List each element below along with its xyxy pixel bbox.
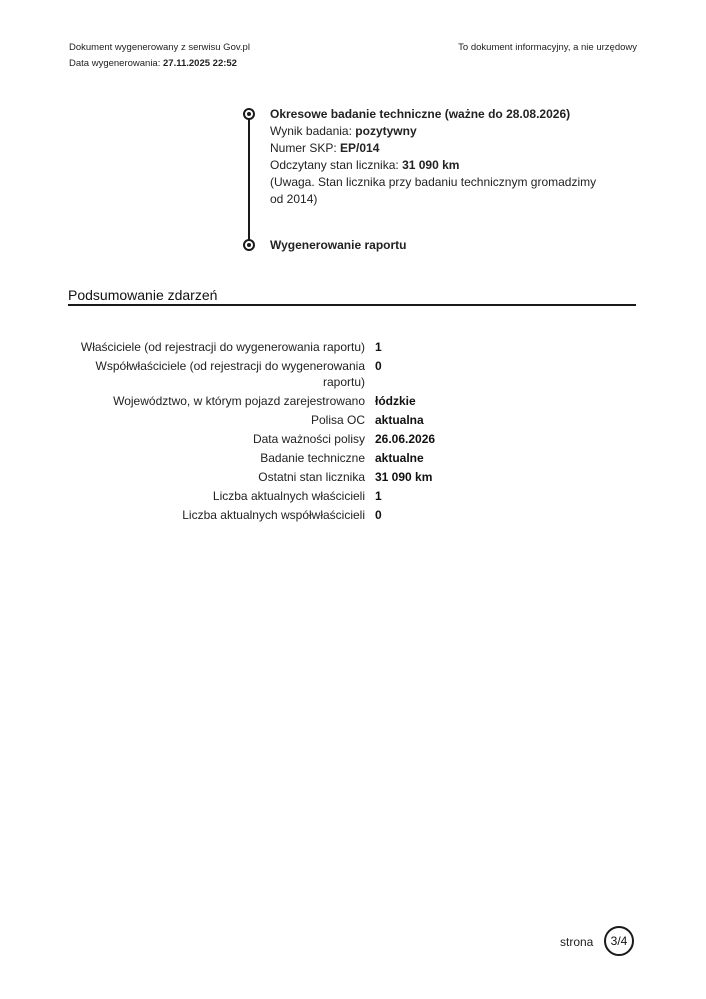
summary-label: Badanie techniczne [260, 451, 365, 465]
summary-value: aktualna [375, 413, 424, 427]
generated-date-label: Data wygenerowania: [69, 58, 161, 69]
timeline-event-technical-inspection [270, 106, 610, 208]
summary-row [68, 488, 488, 504]
timeline-dot-icon [243, 239, 255, 251]
event-title: Wygenerowanie raportu [270, 238, 407, 252]
section-divider [68, 304, 636, 306]
document-header-left [69, 40, 250, 72]
informational-notice: To dokument informacyjny, a nie urzędowy [458, 42, 637, 53]
inspection-result-line [270, 123, 610, 140]
timeline-event-report-generation [270, 237, 610, 254]
summary-label: Data ważności polisy [252, 432, 365, 446]
odometer-reading-label: Odczytany stan licznika: [270, 158, 399, 172]
generated-date-value: 27.11.2025 22:52 [163, 58, 237, 69]
summary-label: Polisa OC [310, 413, 365, 427]
summary-value: łódzkie [375, 394, 416, 408]
summary-row [68, 507, 488, 523]
summary-value: 0 [375, 359, 382, 373]
summary-label: Ostatni stan licznika [258, 470, 365, 484]
timeline-dot-icon [243, 108, 255, 120]
summary-value: 1 [375, 489, 382, 503]
summary-table [68, 339, 488, 526]
summary-row [68, 412, 488, 428]
skp-number-value: EP/014 [340, 141, 380, 155]
summary-row [68, 469, 488, 485]
summary-label: Liczba aktualnych współwłaścicieli [182, 508, 365, 522]
summary-label: Właściciele (od rejestracji do wygenerowania raportu) [80, 340, 365, 354]
summary-value: 0 [375, 508, 382, 522]
summary-row [68, 339, 488, 355]
summary-label: Województwo, w którym pojazd zarejestrowano [113, 394, 365, 408]
page-number-badge: 3/4 [604, 926, 634, 956]
summary-row [68, 431, 488, 447]
summary-value: aktualne [375, 451, 424, 465]
summary-row [68, 393, 488, 409]
event-title: Okresowe badanie techniczne (ważne do 28.08.2026) [270, 107, 571, 121]
skp-number-label: Numer SKP: [270, 141, 337, 155]
summary-row [68, 450, 488, 466]
summary-label: Współwłaściciele (od rejestracji do wygenerowania raportu) [95, 359, 365, 389]
summary-section-title: Podsumowanie zdarzeń [68, 287, 218, 303]
inspection-result-label: Wynik badania: [270, 124, 352, 138]
page-label: strona [560, 935, 594, 949]
odometer-reading-line [270, 157, 610, 174]
source-text: Dokument wygenerowany z serwisu Gov.pl [69, 42, 250, 53]
summary-value: 26.06.2026 [375, 432, 436, 446]
generated-date-line [69, 56, 250, 72]
summary-label: Liczba aktualnych właścicieli [212, 489, 365, 503]
summary-value: 31 090 km [375, 470, 433, 484]
odometer-reading-value: 31 090 km [402, 158, 460, 172]
skp-number-line [270, 140, 610, 157]
odometer-note: (Uwaga. Stan licznika przy badaniu technicznym gromadzimy od 2014) [270, 175, 597, 206]
summary-value: 1 [375, 340, 382, 354]
summary-row [68, 358, 488, 390]
inspection-result-value: pozytywny [355, 124, 417, 138]
timeline-line [248, 114, 250, 245]
